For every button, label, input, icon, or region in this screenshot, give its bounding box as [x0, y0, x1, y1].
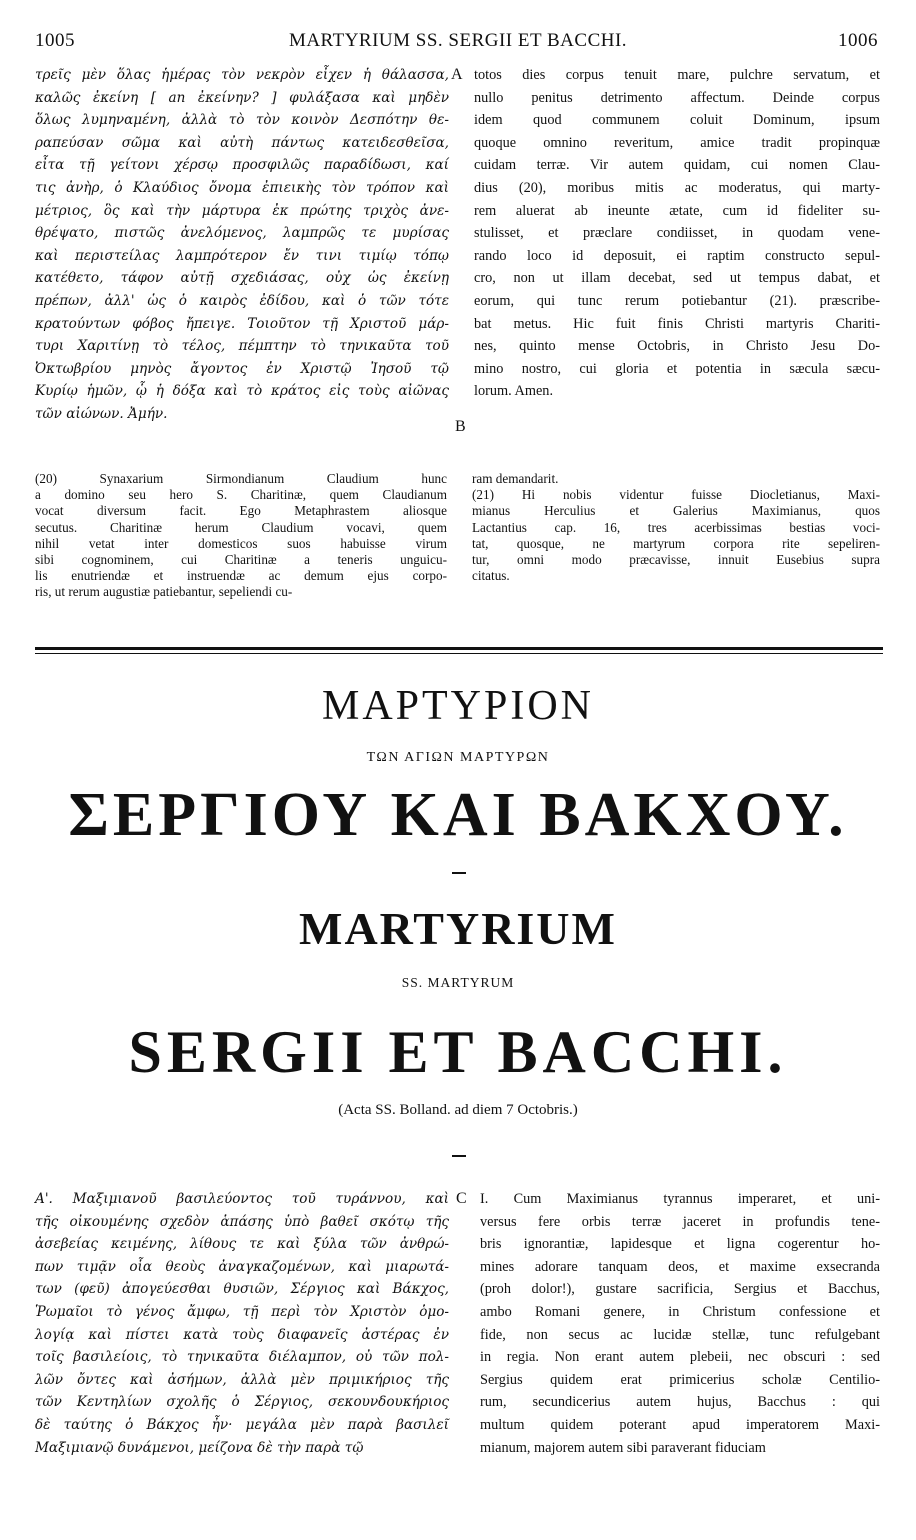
source-citation: (Acta SS. Bolland. ad diem 7 Octobris.) — [338, 1102, 578, 1118]
text-line: (20) Synaxarium Sirmondianum Claudium hunc — [35, 471, 447, 486]
upper-greek-column — [35, 64, 449, 426]
text-line: λογίᾳ καὶ πίστει κατὰ τοὺς διαφανεῖς ἀστέρας ἐν — [35, 1326, 449, 1343]
page-number-right: 1006 — [838, 30, 878, 51]
footnotes-left — [35, 471, 447, 601]
text-line: λῶν ὄντες καὶ ἀσήμων, ἀλλὰ μὲν πριμικήριος τῆς — [35, 1371, 449, 1388]
text-line: Lactantius cap. 16, tres acerbissimas bestias voci- — [472, 519, 880, 535]
text-line: Ὀκτωβρίου μηνὸς ἄγοντος ἐν Χριστῷ Ἰησοῦ τῷ — [35, 360, 449, 377]
text-line: lorum. Amen. — [474, 383, 554, 400]
section-divider-thin — [35, 653, 883, 654]
latin-title: MARTYRIUM — [299, 903, 617, 954]
text-line: stulisset, et præclare condiisset, in quodam vene- — [474, 225, 880, 242]
text-line: Ῥωμαῖοι τὸ γένος ἄμφω, τῇ περὶ τὸν Χριστὸν ὁμο- — [35, 1303, 449, 1320]
text-line: mianum, majorem autem sibi paraverant fiduciam — [480, 1439, 766, 1456]
text-line: πων τιμᾷν οἷα θεοὺς ἀναγκαζομένων, καὶ μιαρωτά- — [35, 1258, 449, 1275]
text-line: multum quidem poterant apud imperatorem Maxi- — [480, 1416, 880, 1433]
text-line: mianus Herculius et Galerius Maximianus, quos — [472, 503, 880, 519]
text-line: κατέθετο, τάφον αὐτῇ σχεδιάσας, οὐχ ὡς ἐκείνῃ — [35, 270, 449, 287]
text-line: τις ἀνὴρ, ὁ Κλαύδιος ὄνομα ἐπιεικὴς τὸν τρόπον καὶ — [35, 179, 449, 196]
text-line: dius (20), moribus mitis ac moderatus, qui marty- — [474, 179, 880, 196]
text-line: Sergius quidem erat primicerius scholæ Centilio- — [480, 1371, 880, 1388]
text-line: mines adorare tanquam deos, et maxime exsecranda — [480, 1258, 880, 1275]
text-line: bat metus. Hic fuit finis Christi martyris Chariti- — [474, 315, 880, 332]
text-line: καὶ περιστείλας λαμπρότερον ἔν τινι τιμίῳ τόπῳ — [35, 247, 449, 264]
text-line: vocat diversum facit. Ego Metaphrastem aliosque — [35, 503, 447, 519]
text-line: Κυρίῳ ἡμῶν, ᾧ ἡ δόξα καὶ τὸ κράτος εἰς τοὺς αἰῶνας — [35, 383, 449, 400]
text-line: mino nostro, cui gloria et potentia in sæcula sæcu- — [474, 360, 880, 377]
margin-marker-c: C — [456, 1190, 467, 1207]
footnotes-right — [472, 471, 880, 584]
text-line: δὲ ταύτης ὁ Βάκχος ἦν· μεγάλα μὲν παρὰ βασιλεῖ — [35, 1416, 449, 1433]
text-line: nihil vetat inter domesticos suos habuisse virum — [35, 535, 447, 551]
text-line: εἶτα τῇ γείτονι χέρσῳ προσφιλῶς παραδίδωσι, καί — [35, 157, 449, 174]
text-line: (21) Hi nobis videntur fuisse Diocletianus, Maxi- — [472, 487, 880, 503]
greek-subtitle: ΤΩΝ ΑΓΙΩΝ ΜΑΡΤΥΡΩΝ — [366, 750, 550, 765]
text-line: cuidam terræ. Vir autem quidam, cui nomen Clau- — [474, 157, 880, 174]
text-line: ambo Romani genere, in Christum confessione et — [480, 1303, 880, 1320]
text-line: quoque omnino reveritum, amice tradit propinquæ — [474, 134, 880, 151]
text-line: Μαξιμιανῷ δυνάμενοι, μείζονα δὲ τὴν παρὰ τῷ — [35, 1439, 364, 1456]
margin-marker-a: A — [451, 66, 463, 83]
text-line: tur, omni modo præcavisse, innuit Eusebius supra — [472, 552, 880, 568]
greek-names-heading: ΣΕΡΓΙΟΥ ΚΑΙ ΒΑΚΧΟΥ. — [68, 781, 848, 849]
page-number-left: 1005 — [35, 30, 75, 51]
text-line: lis enutriendæ et instruendæ ac demum ejus corpo- — [35, 568, 447, 584]
text-line: a domino seu hero S. Charitinæ, quem Claudianum — [35, 487, 447, 503]
lower-latin-column — [480, 1188, 880, 1459]
text-line: sibi cognominem, cui Charitinæ a teneris unguicu- — [35, 552, 447, 568]
text-line: τῶν αἰώνων. Ἀμήν. — [35, 405, 168, 422]
text-line: secutus. Charitinæ herum Claudium vocavi, quem — [35, 519, 447, 535]
text-line: fide, non secus ac lucidæ stellæ, tunc refulgebant — [480, 1326, 880, 1343]
text-line: τοῖς βασιλείοις, τὸ τηνικαῦτα διέλαμπον, οὐ τῶν πολ- — [35, 1349, 449, 1366]
text-line: καλῶς ἐκείνη [ an ἐκείνην? ] φυλάξασα καὶ μηδὲν — [35, 89, 449, 106]
upper-latin-column — [474, 64, 880, 403]
text-line: cro, non ut illam decebat, sed ut tempus dabat, et — [474, 270, 880, 287]
text-line: τῆς οἰκουμένης σχεδὸν ἁπάσης ὑπὸ βαθεῖ σκότῳ τῆς — [35, 1213, 449, 1230]
text-line: τυρι Χαριτίνῃ τὸ τέλος, πέμπτην τὸ τηνικαῦτα τοῦ — [35, 338, 449, 355]
text-line: in regia. Non erant autem plebeii, nec obscuri : sed — [480, 1349, 880, 1366]
text-line: κρατούντων φόβος ἤπειγε. Τοιοῦτον τῇ Χριστοῦ μάρ- — [35, 315, 449, 332]
text-line: nullo penitus detrimento affectum. Deinde corpus — [474, 89, 880, 106]
text-line: ram demandarit. — [472, 471, 559, 486]
text-line: totos dies corpus tenuit mare, pulchre servatum, et — [474, 67, 880, 83]
running-title: MARTYRIUM SS. SERGII ET BACCHI. — [288, 30, 628, 51]
text-line: tat, quosque, ne martyrum corpora rite sepeliren- — [472, 535, 880, 551]
text-line: nes, quinto mense Octobris, in Christo Jesu Do- — [474, 338, 880, 355]
text-line: ὅλως λυμηναμένη, ἀλλὰ τὸ τὸν κοινὸν Δεσπότην θε- — [35, 112, 449, 129]
section-divider-thick — [35, 647, 883, 650]
text-line: μέτριος, ὃς καὶ τὴν μάρτυρα ἐκ πρώτης τριχὸς ἀνε- — [35, 202, 449, 219]
title-dash-separator — [452, 872, 466, 874]
text-line: πρέπων, ἀλλ' ὡς ὁ καιρὸς ἐδίδου, καὶ ὁ τῶν τότε — [35, 292, 449, 309]
text-line: ἀσεβείας κειμένης, λίθους τε καὶ ξύλα τῶν ἀνθρώ- — [35, 1236, 449, 1253]
text-line: idem quod communem coluit Dominum, ipsum — [474, 112, 880, 129]
text-line: rem aluerat ab ineunte ætate, cum id fideliter su- — [474, 202, 880, 219]
text-line: rum, secundicerius autem hujus, Bacchus : qui — [480, 1394, 880, 1411]
text-line: θρέψατο, πιστῶς ἀνελόμενος, λαμπρῶς τε μυρίσας — [35, 225, 449, 242]
source-dash-separator — [452, 1155, 466, 1157]
text-line: I. Cum Maximianus tyrannus imperaret, et uni- — [480, 1191, 880, 1207]
latin-names-heading: SERGII ET BACCHI. — [128, 1019, 788, 1085]
text-line: citatus. — [472, 568, 510, 584]
text-line: τῶν Κεντηλίων σχολῆς ὁ Σέργιος, σεκουνδουκήριος — [35, 1394, 449, 1411]
text-line: Α'. Μαξιμιανοῦ βασιλεύοντος τοῦ τυράννου, καὶ — [35, 1191, 449, 1207]
text-line: rando loco id deposuit, ei raptim constructo sepul- — [474, 247, 880, 264]
text-line: eorum, qui tunc rerum potiebantur (21). præscribe- — [474, 292, 880, 309]
text-line: (proh dolor!), gustare sacrificia, Sergius et Bacchus, — [480, 1281, 880, 1298]
lower-greek-column — [35, 1188, 449, 1459]
text-line: των (φεῦ) ἀπογεύεσθαι θυσιῶν, Σέργιος καὶ Βάκχος, — [35, 1281, 449, 1298]
latin-subtitle: SS. MARTYRUM — [401, 975, 515, 990]
text-line: ραπεύσαν σῶμα καὶ αὐτὴ πάντως κατειδεσθεῖσα, — [35, 134, 449, 151]
text-line: bris ignorantiæ, lapidesque et ligna cogerentur ho- — [480, 1236, 880, 1253]
text-line: ris, ut rerum augustiæ patiebantur, sepeliendi cu- — [35, 584, 293, 600]
greek-title: ΜΑΡΤΥΡΙΟΝ — [321, 683, 595, 729]
text-line: τρεῖς μὲν ὅλας ἡμέρας τὸν νεκρὸν εἶχεν ἡ θάλασσα, — [35, 67, 449, 83]
margin-marker-b: B — [455, 418, 466, 435]
text-line: versus fere orbis terræ jaceret in profundis tene- — [480, 1213, 880, 1230]
